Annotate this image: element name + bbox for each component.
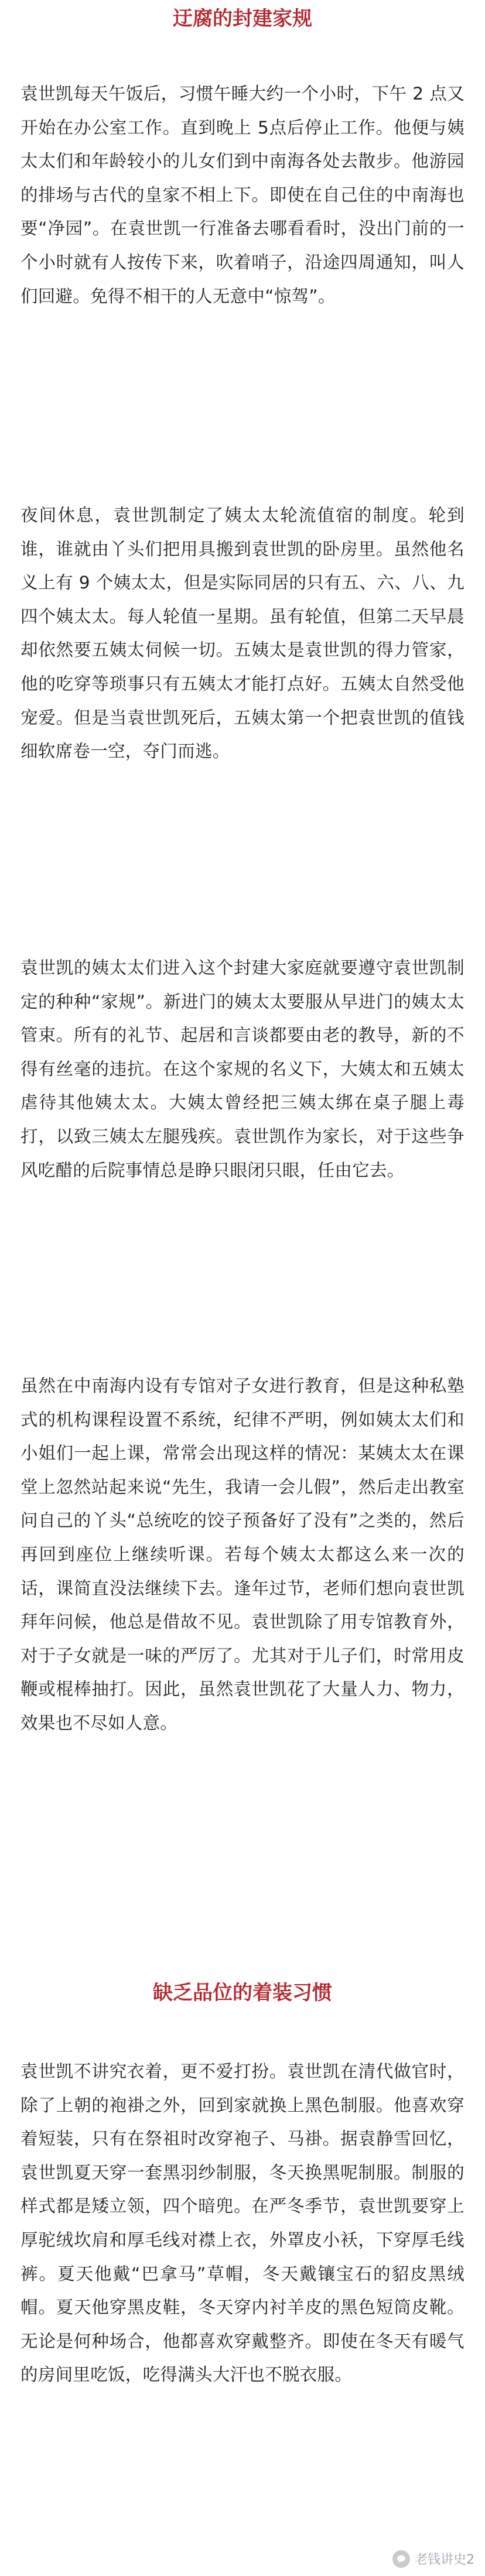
watermark-text: 老钱讲史2 [415, 2553, 474, 2567]
section-title-2: 缺乏品位的着装习惯 [153, 1981, 332, 2005]
paragraph-3: 袁世凯的姨太太们进入这个封建大家庭就要遵守袁世凯制定的种种“家规”。新进门的姨太太要服从早进门的姨太太管束。所有的礼节、起居和言谈都要由老的教导，新的不得有丝毫的违抗。在这个家规的名义下，大姨太和五姨太虐待其他姨太太。大姨太曾经把三姨太绑在桌子腿上毒打，以致三姨太左腿残疾。袁世凯作为家长，对于这些争风吃醋的后院事情总是睁只眼闭只眼，任由它去。 [21, 958, 464, 1180]
watermark [392, 2550, 474, 2568]
paragraph-4: 虽然在中南海内设有专馆对子女进行教育，但是这种私塾式的机构课程设置不系统，纪律不严明，例如姨太太们和小姐们一起上课，常常会出现这样的情况：某姨太太在课堂上忽然站起来说“先生，我请一会儿假”，然后走出教室问自己的丫头“总统吃的饺子预备好了没有”之类的，然后再回到座位上继续听课。若每个姨太太都这么来一次的话，课简直没法继续下去。逢年过节，老师们想向袁世凯拜年问候，他总是借故不见。袁世凯除了用专馆教育外，对于子女就是一味的严厉了。尤其对于儿子们，时常用皮鞭或棍棒抽打。因此，虽然袁世凯花了大量人力、物力，效果也不尽如人意。 [21, 1376, 464, 1733]
chat-bubble-icon [392, 2550, 410, 2568]
paragraph-2: 夜间休息，袁世凯制定了姨太太轮流值宿的制度。轮到谁，谁就由丫头们把用具搬到袁世凯的卧房里。虽然他名义上有 9 个姨太太，但是实际同居的只有五、六、八、九四个姨太太。每人轮值一星期。虽有轮值，但第二天早晨却依然要五姨太伺候一切。五姨太是袁世凯的得力管家，他的吃穿等琐事只有五姨太才能打点好。五姨太自然受他宠爱。但是当袁世凯死后，五姨太第一个把袁世凯的值钱细软席卷一空，夺门而逃。 [21, 505, 464, 762]
section-title-1: 迂腐的封建家规 [173, 7, 312, 30]
paragraph-1: 袁世凯每天午饭后，习惯午睡大约一个小时，下午 2 点又开始在办公室工作。直到晚上 5点后停止工作。他便与姨太太们和年龄较小的儿女们到中南海各处去散步。他游园的排场与古代的皇家不相上下。即使在自己住的中南海也要“净园”。在袁世凯一行准备去哪看看时，没出门前的一个小时就有人按传下来，吹着哨子，沿途四周通知，叫人们回避。免得不相干的人无意中“惊驾”。 [21, 84, 464, 306]
paragraph-5: 袁世凯不讲究衣着，更不爱打扮。袁世凯在清代做官时，除了上朝的袍褂之外，回到家就换上黑色制服。他喜欢穿着短装，只有在祭祖时改穿袍子、马褂。据袁静雪回忆，袁世凯夏天穿一套黑羽纱制服，冬天换黑呢制服。制服的样式都是矮立领，四个暗兜。在严冬季节，袁世凯要穿上厚驼绒坎肩和厚毛线对襟上衣，外罩皮小袄，下穿厚毛线裤。夏天他戴“巴拿马”草帽，冬天戴镶宝石的貂皮黑绒帽。夏天他穿黑皮鞋，冬天穿内衬羊皮的黑色短筒皮靴。无论是何种场合，他都喜欢穿戴整齐。即使在冬天有暖气的房间里吃饭，吃得满头大汗也不脱衣服。 [21, 2061, 464, 2385]
